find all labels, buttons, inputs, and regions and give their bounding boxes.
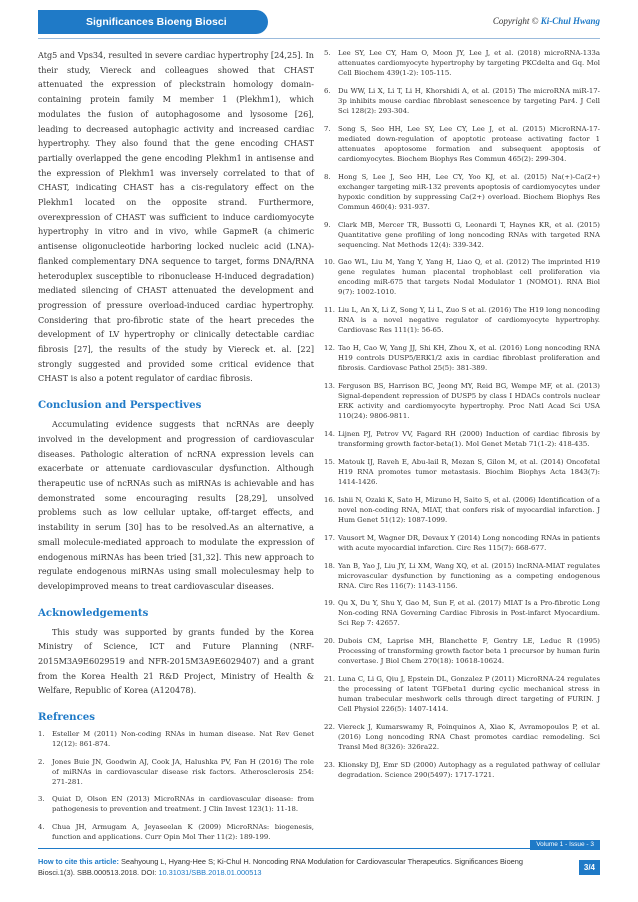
reference-number: 4. xyxy=(38,822,45,831)
reference-text: Quiat D, Olson EN (2013) MicroRNAs in cardiovascular disease: from pathogenesis to prevention and treatment. J Clin Invest 123(1): 11-18. xyxy=(52,795,314,814)
conclusion-heading: Conclusion and Perspectives xyxy=(38,399,202,412)
left-column xyxy=(38,48,314,849)
reference-number: 2. xyxy=(38,757,45,766)
header-divider xyxy=(38,38,600,39)
reference-item xyxy=(324,220,600,250)
journal-header-tab xyxy=(38,10,268,34)
acknowledgements-heading: Acknowledgements xyxy=(38,606,149,619)
reference-item xyxy=(38,794,314,814)
copyright-notice xyxy=(493,16,600,26)
reference-text: Song S, Seo HH, Lee SY, Lee CY, Lee J, et al. (2015) MicroRNA-17-mediated down-regulation of apoptotic protease activating factor 1 attenuates apoptosome formation and subsequent apoptosis of cardiomyocytes. Biochem Biophys Res Commun 465(2): 299-304. xyxy=(338,124,600,163)
reference-number: 12. xyxy=(324,344,335,353)
reference-number: 6. xyxy=(324,86,331,95)
reference-number: 5. xyxy=(324,49,331,57)
reference-number: 18. xyxy=(324,561,335,570)
reference-text: Du WW, Li X, Li T, Li H, Khorshidi A, et al. (2015) The microRNA miR-17-3p inhibits mouse cardiac fibroblast senescence by targeting Par4. J Cell Sci 128(2): 293-304. xyxy=(338,86,600,115)
reference-text: Matouk IJ, Raveh E, Abu-lail R, Mezan S, Gilon M, et al. (2014) Oncofetal H19 RNA promotes tumor metastasis. Biochim Biophys Acta 1843(7): 1414-1426. xyxy=(338,457,600,486)
citation-text: Seahyoung L, Hyang-Hee S; Ki-Chul H. Noncoding RNA Modulation for Cardiovascular Therapeutics. Significances Bioeng Biosci.1(3). SBB.000513.2018. DOI: xyxy=(38,857,524,877)
citation-block xyxy=(38,856,558,878)
journal-title: Significances Bioeng Biosci xyxy=(86,16,227,28)
reference-number: 14. xyxy=(324,430,335,439)
reference-text: Lee SY, Lee CY, Ham O, Moon JY, Lee J, et al. (2018) microRNA-133a attenuates cardiomyocyte hypertrophy by targeting PKCdelta and Gq. Mol Cell Biochem 439(1-2): 105-115. xyxy=(338,49,600,77)
reference-text: Qu X, Du Y, Shu Y, Gao M, Sun F, et al. (2017) MIAT Is a Pro-fibrotic Long Non-coding RNA Governing Cardiac Fibrosis in Post-infarct Myocardium. Sci Rep 7: 42657. xyxy=(338,599,600,628)
footer-divider xyxy=(38,848,600,849)
reference-item xyxy=(324,48,600,78)
reference-item xyxy=(324,86,600,116)
reference-item xyxy=(324,533,600,553)
acknowledgements-paragraph: This study was supported by grants funded by the Korea Ministry of Science, ICT and Future Planning (NRF-2015M3A9E6029519 and NFR-2015M3A9E6029407) and a grant from the Korea Health 21 R&D Project, Ministry of Health & Welfare, Republic of Korea (A120478). xyxy=(38,626,314,696)
reference-text: Jones Buie JN, Goodwin AJ, Cook JA, Halushka PV, Fan H (2016) The role of miRNAs in cardiovascular disease risk factors. Atherosclerosis 254: 271-281. xyxy=(52,757,314,786)
reference-text: Ishii N, Ozaki K, Sato H, Mizuno H, Saito S, et al. (2006) Identification of a novel non-coding RNA, MIAT, that confers risk of myocardial infarction. J Hum Genet 51(12): 1087-1099. xyxy=(338,495,600,524)
reference-item xyxy=(324,343,600,373)
reference-number: 8. xyxy=(324,172,331,181)
reference-item xyxy=(38,729,314,749)
citation-label: How to cite this article: xyxy=(38,857,119,866)
reference-text: Esteller M (2011) Non-coding RNAs in human disease. Nat Rev Genet 12(12): 861-874. xyxy=(52,730,314,749)
reference-number: 15. xyxy=(324,457,335,466)
reference-number: 21. xyxy=(324,675,335,684)
reference-text: Hong S, Lee J, Seo HH, Lee CY, Yoo KJ, et al. (2015) Na(+)-Ca(2+) exchanger targeting miR-132 prevents apoptosis of cardiomyocytes under hypoxic condition by suppressing Ca(2+) overload. Biochem Biophys Res Commun 460(4): 931-937. xyxy=(338,172,600,211)
reference-item xyxy=(324,381,600,421)
references-heading: Refrences xyxy=(38,711,96,724)
reference-list-left xyxy=(38,729,314,842)
reference-number: 23. xyxy=(324,761,335,770)
reference-item xyxy=(324,429,600,449)
reference-number: 1. xyxy=(38,730,45,739)
reference-number: 22. xyxy=(324,723,335,732)
reference-list-right xyxy=(324,48,600,780)
reference-text: Lijnen PJ, Petrov VV, Fagard RH (2000) Induction of cardiac fibrosis by transforming growth factor-beta(1). Mol Genet Metab 71(1-2): 418-435. xyxy=(338,430,600,449)
reference-number: 11. xyxy=(324,306,335,315)
reference-item xyxy=(38,822,314,842)
reference-text: Clark MB, Mercer TR, Bussotti G, Leonardi T, Haynes KR, et al. (2015) Quantitative gene profiling of long noncoding RNAs with targeted RNA sequencing. Nat Methods 12(4): 339-342. xyxy=(338,220,600,249)
reference-text: Viereck J, Kumarswamy R, Foinquinos A, Xiao K, Avramopoulos P, et al. (2016) Long noncoding RNA Chast promotes cardiac remodeling. Sci Transl Med 8(326): 326ra22. xyxy=(338,723,600,752)
reference-item xyxy=(324,257,600,297)
intro-paragraph: Atg5 and Vps34, resulted in severe cardiac hypertrophy [24,25]. In their study, Viereck and colleagues showed that CHAST attenuated the expression of pleckstrain homology domain-containing protein family M member 1 (Plekhm1), which modulates the fusion of autophagosome and lysosome [26], leading to decreased autophagic activity and increased cardiac hypertrophy. They also found that the gene encoding CHAST partially overlapped the gene encoding Plekhm1 in antisense and the expression of Plekhm1 was inversely correlated to that of CHAST, indicating CHAST has a cis-regulatory effect on the Plekhm1 located on the opposite strand. Furthermore, overexpression of CHAST was sufficient to induce cardiomyocyte hypertrophy in vitro and in vivo, while GapmeR (a chimeric antisense oligonucleotide harboring locked nucleic acid (LNA)-flanked complementary DNA sequence to target, forms DNA/RNA heteroduplex susceptible to ribonuclease H-induced degradation) mediated silencing of CHAST attenuated the development and progression of pressure overload-induced cardiac hypertrophy. Considering that pro-fibrotic state of the heart precedes the development of LV hypertrophy or clinically detectable cardiac fibrosis [27], the results of the study by Viereck et. al. [22] strongly suggested and provided some critical evidence that CHAST is also a potent regulator of cardiac fibrosis. xyxy=(38,50,314,384)
reference-item xyxy=(324,561,600,591)
copyright-holder: Ki-Chul Hwang xyxy=(540,16,600,26)
reference-number: 10. xyxy=(324,258,335,267)
page-number: 3/4 xyxy=(579,860,600,875)
reference-item xyxy=(324,457,600,487)
reference-number: 16. xyxy=(324,495,335,504)
reference-text: Yan B, Yao J, Liu JY, Li XM, Wang XQ, et al. (2015) lncRNA-MIAT regulates microvascular dysfunction by functioning as a competing endogenous RNA. Circ Res 116(7): 1143-1156. xyxy=(338,561,600,590)
doi-link[interactable]: 10.31031/SBB.2018.01.000513 xyxy=(158,868,262,877)
reference-item xyxy=(38,757,314,787)
reference-item xyxy=(324,722,600,752)
reference-item xyxy=(324,305,600,335)
reference-text: Liu L, An X, Li Z, Song Y, Li L, Zuo S et al. (2016) The H19 long noncoding RNA is a novel negative regulator of cardiomyocyte hypertrophy. Cardiovasc Res 111(1): 56-65. xyxy=(338,306,600,335)
reference-number: 17. xyxy=(324,533,335,542)
reference-text: Gao WL, Liu M, Yang Y, Yang H, Liao Q, et al. (2012) The imprinted H19 gene regulates human placental trophoblast cell proliferation via encoding miR-675 that targets Nodal Modulator 1 (NOMO1). RNA Biol 9(7): 1002-1010. xyxy=(338,258,600,297)
conclusion-paragraph: Accumulating evidence suggests that ncRNAs are deeply involved in the development and progression of cardiovascular diseases. Pathologic alteration of ncRNA expression levels can exacerbate or attenuate cardiovascular dysfunction. Although therapeutic use of ncRNAs such as miRNAs is achievable and has demonstrated some encouraging results [28,29], unsolved problems such as low cellular uptake, off-target effects, and instability in serum [30] has to be resolved.As an alternative, a small molecule-mediated approach to modulate the expression of endogenous miRNAs has been tried [31,32]. This new approach to regulate endogenous miRNAs using small moleculesmay help to developimproved means to treat cardiovascular diseases. xyxy=(38,419,314,591)
reference-number: 9. xyxy=(324,220,331,229)
reference-item xyxy=(324,598,600,628)
reference-number: 13. xyxy=(324,382,335,391)
copyright-prefix: Copyright © xyxy=(492,16,539,26)
reference-text: Ferguson BS, Harrison BC, Jeong MY, Reid BG, Wempe MF, et al. (2013) Signal-dependent repression of DUSP5 by class I HDACs controls nuclear ERK activity and cardiomyocyte hypertrophy. Proc Natl Acad Sci USA 110(24): 9806-9811. xyxy=(338,382,600,421)
volume-badge: Volume 1 - Issue - 3 xyxy=(530,840,600,850)
reference-number: 3. xyxy=(38,795,45,804)
reference-item xyxy=(324,760,600,780)
reference-item xyxy=(324,636,600,666)
reference-text: Luna C, Li G, Qiu J, Epstein DL, Gonzalez P (2011) MicroRNA-24 regulates the processing of latent TGFbeta1 during cyclic mechanical stress in human trabecular meshwork cells through direct targeting of FURIN. J Cell Physiol 226(5): 1407-1414. xyxy=(338,675,600,714)
reference-text: Klionsky DJ, Emr SD (2000) Autophagy as a regulated pathway of cellular degradation. Science 290(5497): 1717-1721. xyxy=(338,761,600,780)
reference-text: Tao H, Cao W, Yang JJ, Shi KH, Zhou X, et al. (2016) Long noncoding RNA H19 controls DUSP5/ERK1/2 axis in cardiac fibroblast proliferation and fibrosis. Cardiovasc Pathol 25(5): 381-389. xyxy=(338,344,600,373)
reference-item xyxy=(324,172,600,212)
reference-number: 19. xyxy=(324,599,335,608)
reference-text: Chua JH, Armugam A, Jeyaseelan K (2009) MicroRNAs: biogenesis, function and applications. Curr Opin Mol Ther 11(2): 189-199. xyxy=(52,822,314,841)
right-column xyxy=(324,48,600,788)
reference-item xyxy=(324,674,600,714)
reference-item xyxy=(324,495,600,525)
reference-item xyxy=(324,124,600,164)
reference-number: 7. xyxy=(324,124,331,133)
reference-text: Dubois CM, Laprise MH, Blanchette F, Gentry LE, Leduc R (1995) Processing of transforming growth factor beta 1 precursor by human furin convertase. J Biol Chem 270(18): 10618-10624. xyxy=(338,637,600,666)
reference-number: 20. xyxy=(324,637,335,646)
reference-text: Vausort M, Wagner DR, Devaux Y (2014) Long noncoding RNAs in patients with acute myocardial infarction. Circ Res 115(7): 668-677. xyxy=(338,533,600,552)
